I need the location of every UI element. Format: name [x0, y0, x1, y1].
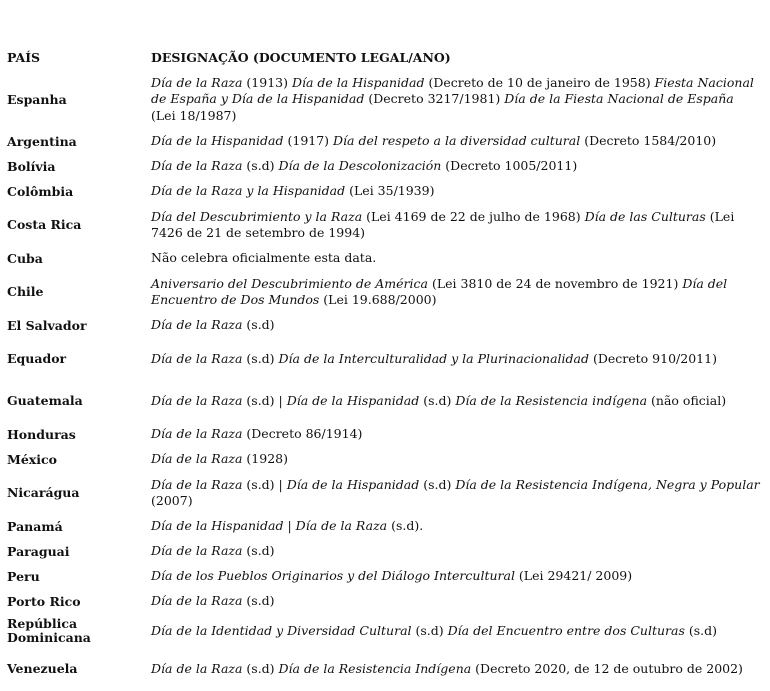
designation-cell [149, 539, 763, 564]
country-cell: Peru [7, 568, 40, 584]
designation-name: Día de la Resistencia Indígena, Negra y Popular [455, 476, 760, 492]
designation-source: (s.d) [242, 350, 279, 366]
designation-source: (Lei 3810 de 24 de novembro de 1921) [427, 275, 683, 291]
designation-cell [149, 422, 763, 447]
designation-source: (1928) [242, 451, 288, 467]
table-row [5, 589, 763, 614]
country-cell: Porto Rico [7, 593, 81, 609]
designation-name: Día de la Fiesta Nacional de España [504, 91, 734, 107]
designation-name: Día de la Hispanidad | Día de la Raza [151, 518, 388, 534]
designation-source: (Lei 19.688/2000) [319, 292, 437, 307]
designation-name: Día de la Hispanidad [286, 476, 420, 492]
designation-name: Día de la Descolonización [278, 158, 442, 174]
designation-source: (Decreto 2020, de 12 de outubro de 2002) [471, 660, 743, 676]
designation-name: Fiesta Nacional de España y Día de la Hispanidad [151, 74, 754, 107]
designation-source: (Decreto de 10 de janeiro de 1958) [424, 74, 655, 90]
designation-source: (Decreto 1005/2011) [441, 158, 578, 174]
table-row [5, 154, 763, 179]
designation-name: Día de la Hispanidad [151, 133, 284, 149]
designation-source: (s.d) [242, 660, 279, 676]
designation-name: Día de la Raza [151, 158, 243, 174]
designation-source: (s.d) [419, 392, 456, 408]
designation-cell [149, 70, 763, 129]
designation-cell [149, 204, 763, 246]
table-row [5, 380, 763, 422]
designation-source: (s.d) [411, 622, 448, 638]
designation-source: (1917) [283, 133, 334, 149]
country-cell: Guatemala [7, 393, 83, 408]
table-row [5, 614, 763, 648]
country-cell: Honduras [7, 426, 76, 442]
designation-source: (s.d) | [242, 392, 287, 408]
country-cell: Costa Rica [7, 217, 82, 232]
table-row [5, 564, 763, 589]
designation-cell [149, 313, 763, 338]
designation-cell [149, 447, 763, 472]
designation-name: Día de la Raza [151, 392, 243, 408]
designation-cell [149, 514, 763, 539]
designation-cell [149, 246, 763, 271]
country-cell: Colômbia [7, 183, 74, 199]
designation-name: Día de la Resistencia indígena [455, 392, 648, 408]
country-cell: Panamá [7, 518, 63, 534]
country-cell: Bolívia [7, 158, 56, 174]
table-row [5, 648, 763, 690]
country-cell: Nicarágua [7, 485, 80, 500]
designation-name: Día de la Resistencia Indígena [278, 660, 472, 676]
designation-cell [149, 614, 763, 648]
designation-cell [149, 472, 763, 514]
designation-name: Aniversario del Descubrimiento de América [151, 275, 428, 291]
table-row [5, 179, 763, 204]
designation-name: Día de la Raza [151, 451, 243, 467]
designation-source: (s.d) [242, 158, 279, 174]
designation-name: Día de la Raza y la Hispanidad [151, 183, 346, 199]
designation-source: (Lei 29421/ 2009) [514, 568, 633, 584]
designation-name: Día de la Raza [151, 426, 243, 442]
header-row [5, 44, 763, 70]
designation-source: (s.d) | [242, 476, 287, 492]
table-row [5, 472, 763, 514]
designation-name: Día de la Raza [151, 350, 243, 366]
country-cell: México [7, 451, 57, 467]
designation-source: (Lei 4169 de 22 de julho de 1968) [362, 208, 585, 224]
designation-cell [149, 564, 763, 589]
designation-source: (1913) [242, 74, 292, 90]
designation-source: (Decreto 86/1914) [242, 426, 363, 442]
designation-source: (s.d) [419, 476, 456, 492]
designations-table [5, 44, 763, 690]
country-cell: República Dominicana [7, 616, 91, 645]
designation-name: Día de las Culturas [584, 208, 706, 224]
designation-cell [149, 154, 763, 179]
designation-name: Día del Encuentro de Dos Mundos [151, 275, 728, 307]
table-row [5, 422, 763, 447]
designation-source: (Lei 35/1939) [345, 183, 435, 199]
table-row [5, 539, 763, 564]
table-body [5, 70, 763, 690]
table-row [5, 271, 763, 313]
designation-name: Día de los Pueblos Originarios y del Diálogo Intercultural [151, 568, 515, 584]
designation-name: Día de la Raza [151, 317, 243, 333]
country-cell: Paraguai [7, 543, 70, 559]
designation-name: Día de la Raza [151, 660, 243, 676]
designation-cell [149, 179, 763, 204]
table-row [5, 246, 763, 271]
header-designation: DESIGNAÇÃO (DOCUMENTO LEGAL/ANO) [151, 50, 451, 65]
table-row [5, 129, 763, 154]
designation-cell [149, 271, 763, 313]
designation-cell [149, 589, 763, 614]
table-row [5, 514, 763, 539]
country-cell: Argentina [7, 133, 77, 149]
designation-source: (Lei 7426 de 21 de setembro de 1994) [151, 208, 735, 240]
designation-name: Día del Descubrimiento y la Raza [151, 208, 363, 224]
designation-source: Não celebra oficialmente esta data. [151, 250, 377, 266]
designation-name: Día de la Raza [151, 74, 243, 90]
designation-source: (Lei 18/1987) [151, 107, 237, 123]
designation-name: Día de la Raza [151, 593, 243, 609]
designation-name: Día del respeto a la diversidad cultural [333, 133, 581, 149]
table-row [5, 447, 763, 472]
designation-source: (s.d) [242, 593, 275, 609]
designation-name: Día de la Identidad y Diversidad Cultural [151, 622, 412, 638]
designation-name: Día de la Raza [151, 543, 243, 559]
country-cell: Espanha [7, 91, 67, 107]
designation-name: Día del Encuentro entre dos Culturas [447, 622, 685, 638]
country-cell: El Salvador [7, 317, 87, 333]
designation-cell [149, 129, 763, 154]
designation-name: Día de la Raza [151, 476, 243, 492]
designation-source: (Decreto 3217/1981) [364, 91, 505, 107]
designation-source: (s.d) [242, 317, 275, 333]
designation-source: (Decreto 1584/2010) [580, 133, 717, 149]
table-row [5, 313, 763, 338]
designation-source: (s.d). [387, 518, 424, 534]
designation-name: Día de la Hispanidad [286, 392, 420, 408]
designation-source: (Decreto 910/2011) [589, 350, 717, 366]
designation-source: (2007) [151, 493, 193, 508]
country-cell: Venezuela [7, 661, 78, 676]
designation-source: (não oficial) [647, 392, 727, 408]
designation-source: (s.d) [684, 622, 717, 638]
designation-source: (s.d) [242, 543, 275, 559]
header-country: PAÍS [7, 50, 41, 65]
designation-cell [149, 380, 763, 422]
country-cell: Cuba [7, 250, 43, 266]
designation-cell [149, 338, 763, 380]
designation-name: Día de la Interculturalidad y la Plurinacionalidad [278, 350, 590, 366]
table-row [5, 204, 763, 246]
table-row [5, 338, 763, 380]
country-cell: Equador [7, 351, 67, 366]
table-row [5, 70, 763, 129]
country-cell: Chile [7, 284, 44, 299]
designation-cell [149, 648, 763, 690]
designation-name: Día de la Hispanidad [291, 74, 425, 90]
